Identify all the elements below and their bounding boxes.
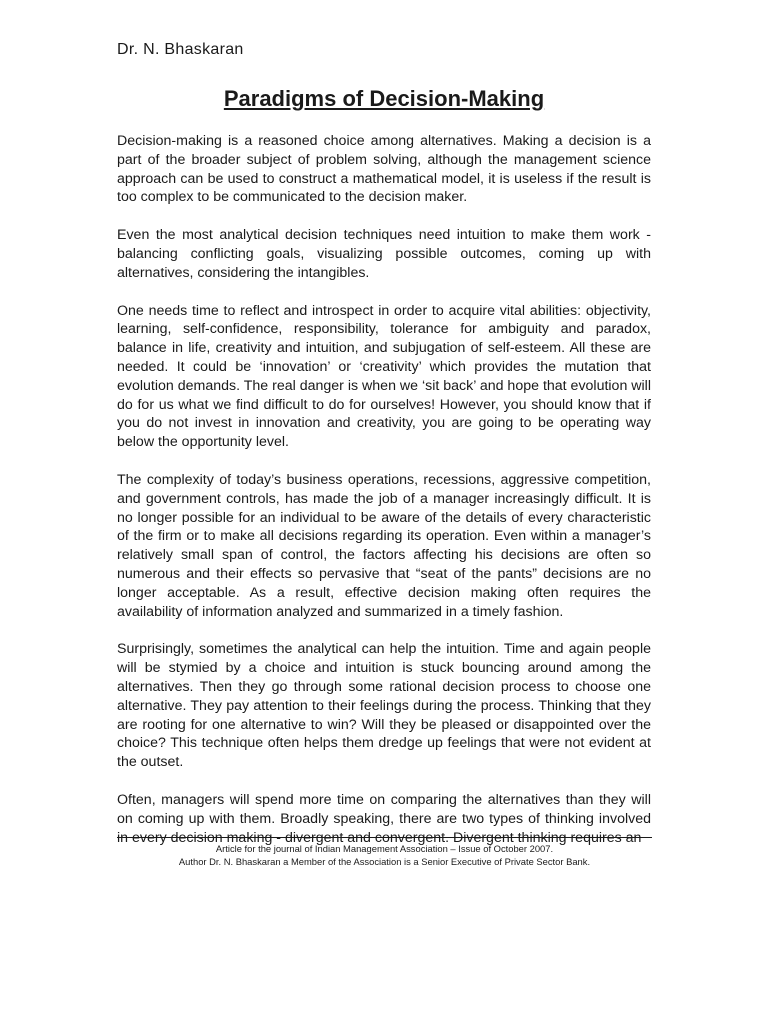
author-name: Dr. N. Bhaskaran (117, 41, 244, 58)
footer-line-author: Author Dr. N. Bhaskaran a Member of the Association is a Senior Executive of Private Sector Bank. (178, 856, 591, 867)
article-body (117, 132, 651, 866)
footer-note (117, 842, 652, 868)
paragraph: The complexity of today’s business operations, recessions, aggressive competition, and government controls, has made the job of a manager increasingly difficult. It is no longer possible for an individual to be aware of the details of every characteristic of the firm or to make all decisions regarding its operation. Even within a manager’s relatively small span of control, the factors affecting his decisions are often so numerous and their effects so pervasive that “seat of the pants” decisions are no longer acceptable. As a result, effective decision making often requires the availability of information analyzed and summarized in a timely fashion. (117, 471, 651, 620)
footer-line-journal: Article for the journal of Indian Management Association – Issue of October 2007. (215, 843, 554, 854)
page-title: Paradigms of Decision-Making (223, 86, 545, 111)
paragraph: Even the most analytical decision techniques need intuition to make them work - balancing conflicting goals, visualizing possible outcomes, coming up with alternatives, considering the intangibles. (117, 227, 651, 281)
paragraph: Often, managers will spend more time on comparing the alternatives than they will on coming up with them. Broadly speaking, there are two types of thinking involved in every decision making - divergent and convergent. Divergent thinking requires an (117, 791, 651, 846)
footer-divider (117, 837, 652, 838)
paragraph: Surprisingly, sometimes the analytical can help the intuition. Time and again people will be stymied by a choice and intuition is stuck bouncing around among the alternatives. Then they go through some rational decision process to choose one alternative. They pay attention to their feelings during the process. Thinking that they are rooting for one alternative to win? Will they be pleased or disappointed over the choice? This technique often helps them dredge up feelings that were not evident at the outset. (117, 641, 651, 771)
paragraph: Decision-making is a reasoned choice among alternatives. Making a decision is a part of the broader subject of problem solving, although the management science approach can be used to construct a mathematical model, it is useless if the result is too complex to be communicated to the decision maker. (117, 133, 651, 206)
paragraph: One needs time to reflect and introspect in order to acquire vital abilities: objectivity, learning, self-confidence, responsibility, tolerance for ambiguity and paradox, balance in life, creativity and intuition, and subjugation of self-esteem. All these are needed. It could be ‘innovation’ or ‘creativity’ which provides the mutation that evolution demands. The real danger is when we ‘sit back’ and hope that evolution will do for us what we find difficult to do for ourselves! However, you should know that if you do not invest in innovation and creativity, you are going to be operating way below the opportunity level. (117, 302, 651, 451)
